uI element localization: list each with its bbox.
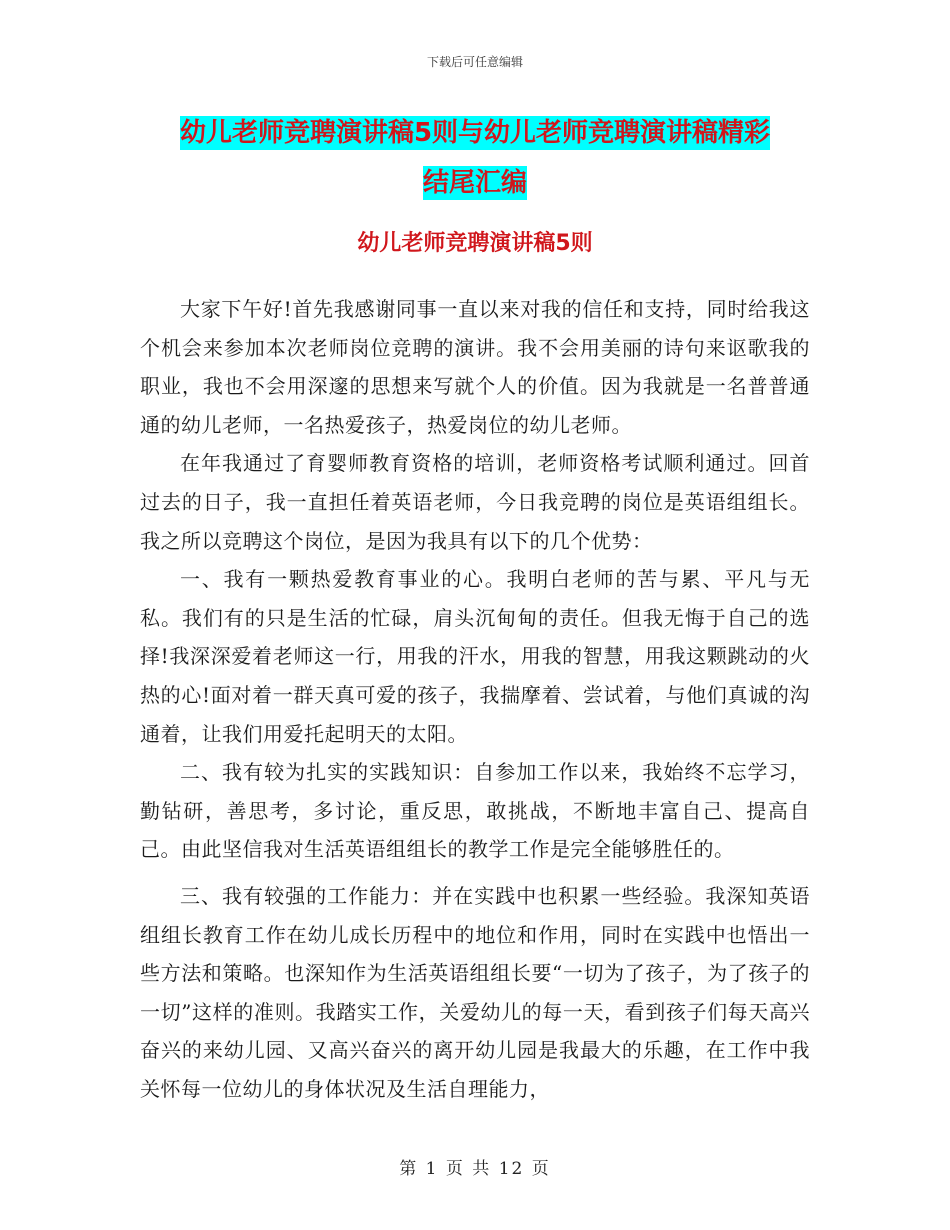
document-title-line-2: 结尾汇编 (422, 168, 527, 198)
paragraph: 一、我有一颗热爱教育事业的心。我明白老师的苦与累、平凡与无私。我们有的只是生活的忙碌，肩头沉甸甸的责任。但我无悔于自己的选择!我深深爱着老师这一行，用我的汗水，用我的智慧，用我这颗跳动的火热的心!面对着一群天真可爱的孩子，我揣摩着、尝试着，与他们真诚的沟通着，让我们用爱托起明天的太阳。 (140, 567, 810, 746)
page-number: 第 1 页 共 12 页 (399, 1159, 551, 1179)
document-title (140, 108, 810, 208)
paragraph: 二、我有较为扎实的实践知识：自参加工作以来，我始终不忘学习，勤钻研，善思考，多讨论，重反思，敢挑战，不断地丰富自己、提高自己。由此坚信我对生活英语组组长的教学工作是完全能够胜任的。 (140, 760, 810, 862)
document-title-line-1: 幼儿老师竞聘演讲稿5则与幼儿老师竞聘演讲稿精彩 (179, 118, 771, 148)
page-header-note: 下载后可任意编辑 (426, 55, 523, 69)
section-title: 幼儿老师竞聘演讲稿5则 (357, 231, 593, 256)
paragraph: 三、我有较强的工作能力：并在实践中也积累一些经验。我深知英语组组长教育工作在幼儿成长历程中的地位和作用，同时在实践中也悟出一些方法和策略。也深知作为生活英语组组长要“一切为了孩子，为了孩子的一切”这样的准则。我踏实工作，关爱幼儿的每一天，看到孩子们每天高兴奋兴的来幼儿园、又高兴奋兴的离开幼儿园是我最大的乐趣，在工作中我关怀每一位幼儿的身体状况及生活自理能力， (140, 883, 810, 1101)
paragraph: 大家下午好!首先我感谢同事一直以来对我的信任和支持，同时给我这个机会来参加本次老师岗位竞聘的演讲。我不会用美丽的诗句来讴歌我的职业，我也不会用深邃的思想来写就个人的价值。因为我就是一名普普通通的幼儿老师，一名热爱孩子，热爱岗位的幼儿老师。 (140, 297, 810, 437)
paragraph: 在年我通过了育婴师教育资格的培训，老师资格考试顺利通过。回首过去的日子，我一直担任着英语老师，今日我竞聘的岗位是英语组组长。我之所以竞聘这个岗位，是因为我具有以下的几个优势： (140, 451, 810, 553)
document-body (140, 290, 810, 1108)
